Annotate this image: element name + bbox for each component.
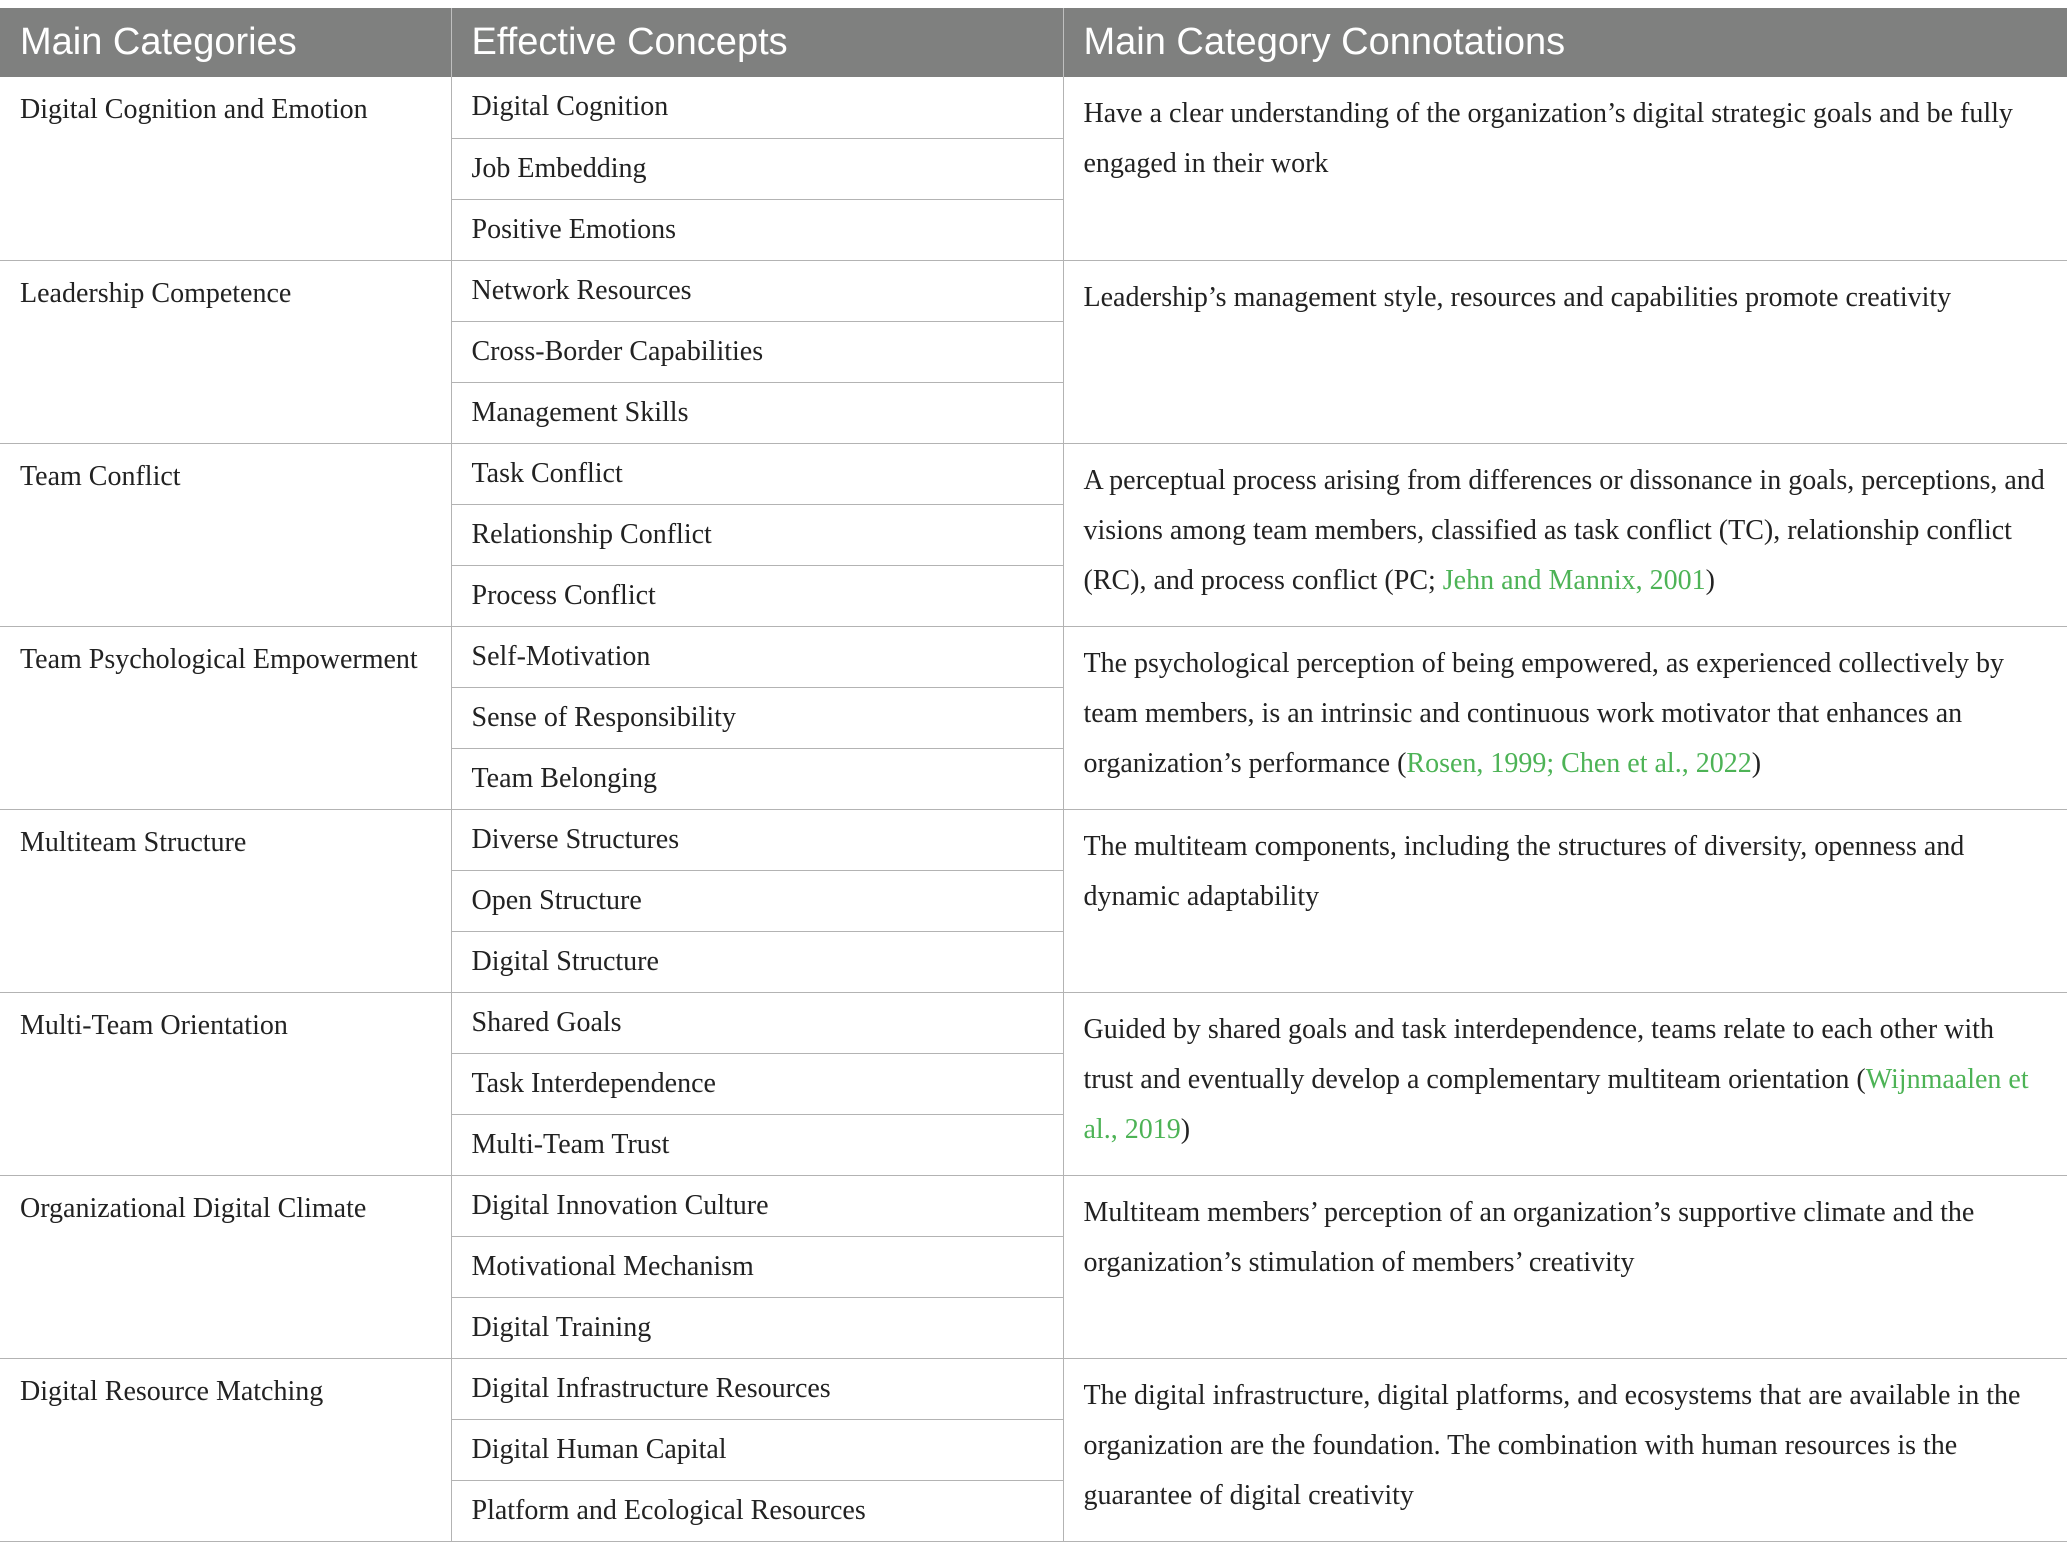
effective-concept-cell: Team Belonging xyxy=(451,748,1063,809)
citation-link[interactable]: Rosen, 1999; Chen et al., 2022 xyxy=(1406,747,1752,779)
effective-concept-cell: Self-Motivation xyxy=(451,626,1063,687)
header-main-categories: Main Categories xyxy=(0,8,451,77)
effective-concept-cell: Digital Human Capital xyxy=(451,1419,1063,1480)
header-main-category-connotations: Main Category Connotations xyxy=(1063,8,2067,77)
effective-concept-cell: Positive Emotions xyxy=(451,199,1063,260)
citation-link[interactable]: Jehn and Mannix, 2001 xyxy=(1442,564,1706,596)
connotation-text-end: ) xyxy=(1705,564,1715,596)
main-category-cell: Digital Cognition and Emotion xyxy=(0,77,451,260)
effective-concept-cell: Task Interdependence xyxy=(451,1053,1063,1114)
header-row xyxy=(0,8,2067,77)
connotation-text: The psychological perception of being empowered, as experienced collectively by team members, is an intrinsic and continuous work motivator that enhances an organization’s performance ( xyxy=(1083,647,2005,779)
table-body xyxy=(0,77,2067,1541)
table-row xyxy=(0,260,2067,321)
effective-concept-cell: Job Embedding xyxy=(451,138,1063,199)
table-row xyxy=(0,77,2067,138)
table-row xyxy=(0,626,2067,687)
main-category-cell: Multiteam Structure xyxy=(0,809,451,992)
categories-table-container xyxy=(0,8,2067,1542)
table-row xyxy=(0,1175,2067,1236)
effective-concept-cell: Network Resources xyxy=(451,260,1063,321)
main-category-cell: Organizational Digital Climate xyxy=(0,1175,451,1358)
table-row xyxy=(0,443,2067,504)
connotation-text: Leadership’s management style, resources and capabilities promote creativity xyxy=(1083,281,1952,313)
effective-concept-cell: Cross-Border Capabilities xyxy=(451,321,1063,382)
connotation-text: The digital infrastructure, digital platforms, and ecosystems that are available in the organization are the foundation. The combination with human resources is the guarantee of digital creativity xyxy=(1083,1379,2021,1511)
effective-concept-cell: Sense of Responsibility xyxy=(451,687,1063,748)
effective-concept-cell: Platform and Ecological Resources xyxy=(451,1480,1063,1541)
effective-concept-cell: Management Skills xyxy=(451,382,1063,443)
effective-concept-cell: Diverse Structures xyxy=(451,809,1063,870)
connotation-cell xyxy=(1063,809,2067,992)
effective-concept-cell: Digital Cognition xyxy=(451,77,1063,138)
citation-link[interactable]: Wijnmaalen et al., 2019 xyxy=(1083,1063,2029,1145)
connotation-text: Multiteam members’ perception of an organization’s supportive climate and the organization’s stimulation of members’ creativity xyxy=(1083,1196,1975,1278)
main-category-cell: Leadership Competence xyxy=(0,260,451,443)
connotation-text-end: ) xyxy=(1180,1113,1191,1145)
effective-concept-cell: Digital Infrastructure Resources xyxy=(451,1358,1063,1419)
connotation-cell xyxy=(1063,1175,2067,1358)
main-category-cell: Team Psychological Empowerment xyxy=(0,626,451,809)
effective-concept-cell: Digital Training xyxy=(451,1297,1063,1358)
connotation-cell xyxy=(1063,1358,2067,1541)
effective-concept-cell: Motivational Mechanism xyxy=(451,1236,1063,1297)
effective-concept-cell: Relationship Conflict xyxy=(451,504,1063,565)
connotation-cell xyxy=(1063,77,2067,260)
connotation-text: Guided by shared goals and task interdependence, teams relate to each other with trust and eventually develop a complementary multiteam orientation ( xyxy=(1083,1013,1994,1095)
table-row xyxy=(0,809,2067,870)
connotation-text: Have a clear understanding of the organization’s digital strategic goals and be fully engaged in their work xyxy=(1083,98,2013,179)
effective-concept-cell: Digital Innovation Culture xyxy=(451,1175,1063,1236)
main-category-cell: Digital Resource Matching xyxy=(0,1358,451,1541)
header-effective-concepts: Effective Concepts xyxy=(451,8,1063,77)
table-row xyxy=(0,992,2067,1053)
effective-concept-cell: Multi-Team Trust xyxy=(451,1114,1063,1175)
effective-concept-cell: Open Structure xyxy=(451,870,1063,931)
effective-concept-cell: Shared Goals xyxy=(451,992,1063,1053)
table-row xyxy=(0,1358,2067,1419)
connotation-cell xyxy=(1063,992,2067,1175)
connotation-cell xyxy=(1063,443,2067,626)
connotation-cell xyxy=(1063,626,2067,809)
effective-concept-cell: Digital Structure xyxy=(451,931,1063,992)
main-category-cell: Multi-Team Orientation xyxy=(0,992,451,1175)
connotation-text: The multiteam components, including the structures of diversity, openness and dynamic adaptability xyxy=(1083,830,1965,912)
main-category-cell: Team Conflict xyxy=(0,443,451,626)
connotation-cell xyxy=(1063,260,2067,443)
table-header xyxy=(0,8,2067,77)
connotation-text: A perceptual process arising from differences or dissonance in goals, perceptions, and visions among team members, classified as task conflict (TC), relationship conflict (RC), and process conflict (PC; xyxy=(1083,464,2045,596)
connotation-text-end: ) xyxy=(1751,747,1762,779)
effective-concept-cell: Process Conflict xyxy=(451,565,1063,626)
effective-concept-cell: Task Conflict xyxy=(451,443,1063,504)
categories-table xyxy=(0,8,2067,1542)
